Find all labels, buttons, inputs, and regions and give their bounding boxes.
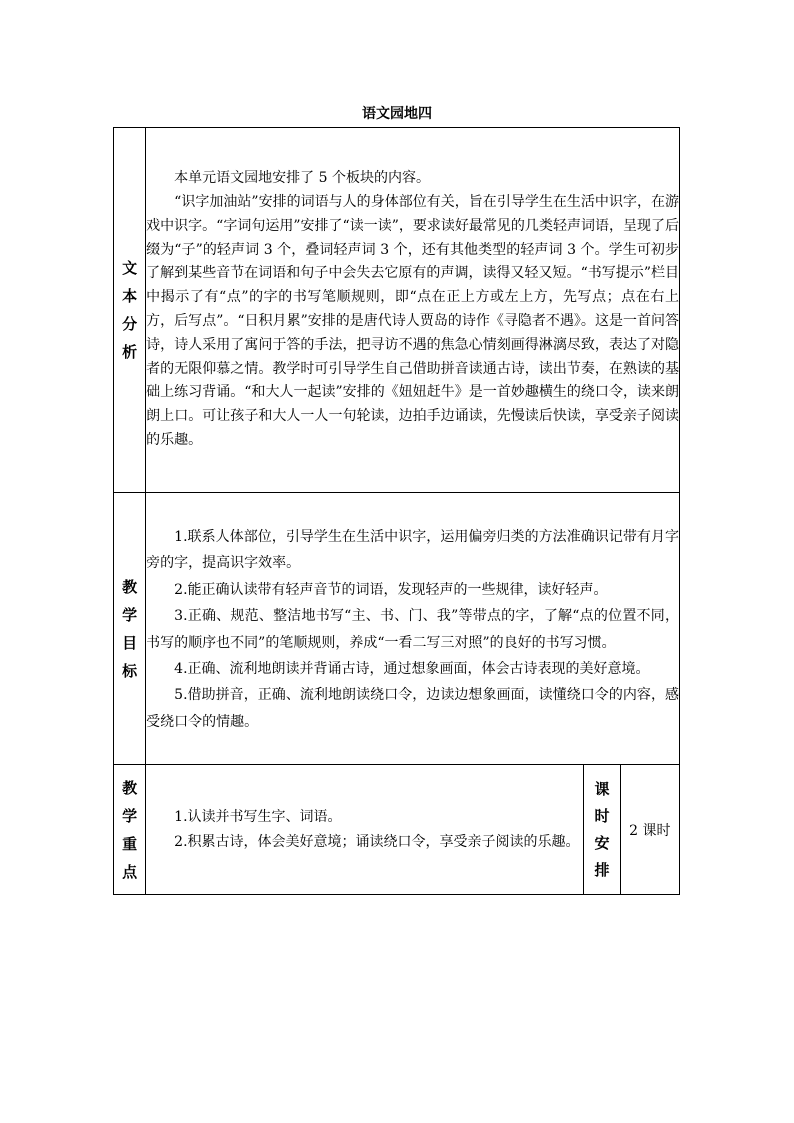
label-char: 目: [122, 633, 138, 652]
label-char: 点: [122, 862, 138, 881]
label-char: 安: [594, 833, 610, 852]
key-points-row: [114, 765, 680, 895]
objectives-content: [146, 493, 680, 765]
label-char: 标: [122, 661, 138, 680]
label-char: 排: [594, 860, 610, 879]
label-char: 本: [122, 287, 138, 305]
key-points-content: [146, 765, 584, 895]
label-char: 教: [122, 778, 138, 797]
analysis-label: [114, 128, 146, 493]
objectives-label: [114, 493, 146, 765]
label-char: 时: [594, 806, 610, 825]
document-title: 语文园地四: [362, 106, 432, 122]
label-char: 学: [122, 806, 138, 825]
label-char: 析: [122, 343, 138, 361]
schedule-value: 2 课时: [620, 765, 679, 895]
objectives-row: [114, 493, 680, 765]
schedule-label: [584, 765, 620, 895]
label-char: 学: [122, 605, 138, 624]
objective-item: 5.借助拼音，正确、流利地朗读绕口令，边读边想象画面，读懂绕口令的内容，感受绕口令的情趣。: [146, 687, 679, 730]
analysis-row: [114, 128, 680, 493]
label-char: 重: [122, 834, 138, 853]
analysis-paragraph: “识字加油站”安排的词语与人的身体部位有关，旨在引导学生在生活中识字，在游戏中识字。“字词句运用”安排了“读一读”，要求读好最常见的几类轻声词语，呈现了后缀为“子”的轻声词 3 个，叠词轻声词 3 个，还有其他类型的轻声词 3 个。学生可初步了解到某些音节在词语和句子中会失去它原有的声调，读得又轻又短。“书写提示”栏目中揭示了有“点”的字的书写笔顺规则，即“点在正上方或左上方，先写点；点在右上方，后写点”。“日积月累”安排的是唐代诗人贾岛的诗作《寻隐者不遇》。这是一首问答诗，诗人采用了寓问于答的手法，把寻访不遇的焦急心情刻画得淋漓尽致，表达了对隐者的无限仰慕之情。教学时可引导学生自己借助拼音读通古诗，读出节奏，在熟读的基础上练习背诵。“和大人一起读”安排的《妞妞赶牛》是一首妙趣横生的绕口令，读来朗朗上口。可让孩子和大人一人一句轮读，边拍手边诵读，先慢读后快读，享受亲子阅读的乐趣。: [146, 194, 679, 448]
lesson-plan-table: [113, 127, 680, 895]
key-points-label: [114, 765, 146, 895]
label-char: 课: [594, 779, 610, 798]
label-char: 文: [122, 259, 138, 277]
objective-item: 2.能正确认读带有轻声音节的词语，发现轻声的一些规律，读好轻声。: [174, 581, 608, 598]
objective-item: 1.联系人体部位，引导学生在生活中识字，运用偏旁归类的方法准确识记带有月字旁的字，提高识字效率。: [146, 528, 679, 572]
label-char: 分: [122, 315, 138, 333]
label-char: 教: [122, 577, 138, 596]
objective-item: 4.正确、流利地朗读并背诵古诗，通过想象画面，体会古诗表现的美好意境。: [174, 660, 650, 677]
analysis-paragraph: 本单元语文园地安排了 5 个板块的内容。: [174, 170, 430, 187]
analysis-content: [146, 128, 680, 493]
key-point-item: 1.认读并书写生字、词语。: [174, 808, 342, 825]
objective-item: 3.正确、规范、整洁地书写“主、书、门、我”等带点的字，了解“点的位置不同，书写的顺序也不同”的笔顺规则，养成“一看二写三对照”的良好的书写习惯。: [146, 608, 679, 651]
key-point-item: 2.积累古诗，体会美好意境；诵读绕口令，享受亲子阅读的乐趣。: [174, 833, 580, 850]
